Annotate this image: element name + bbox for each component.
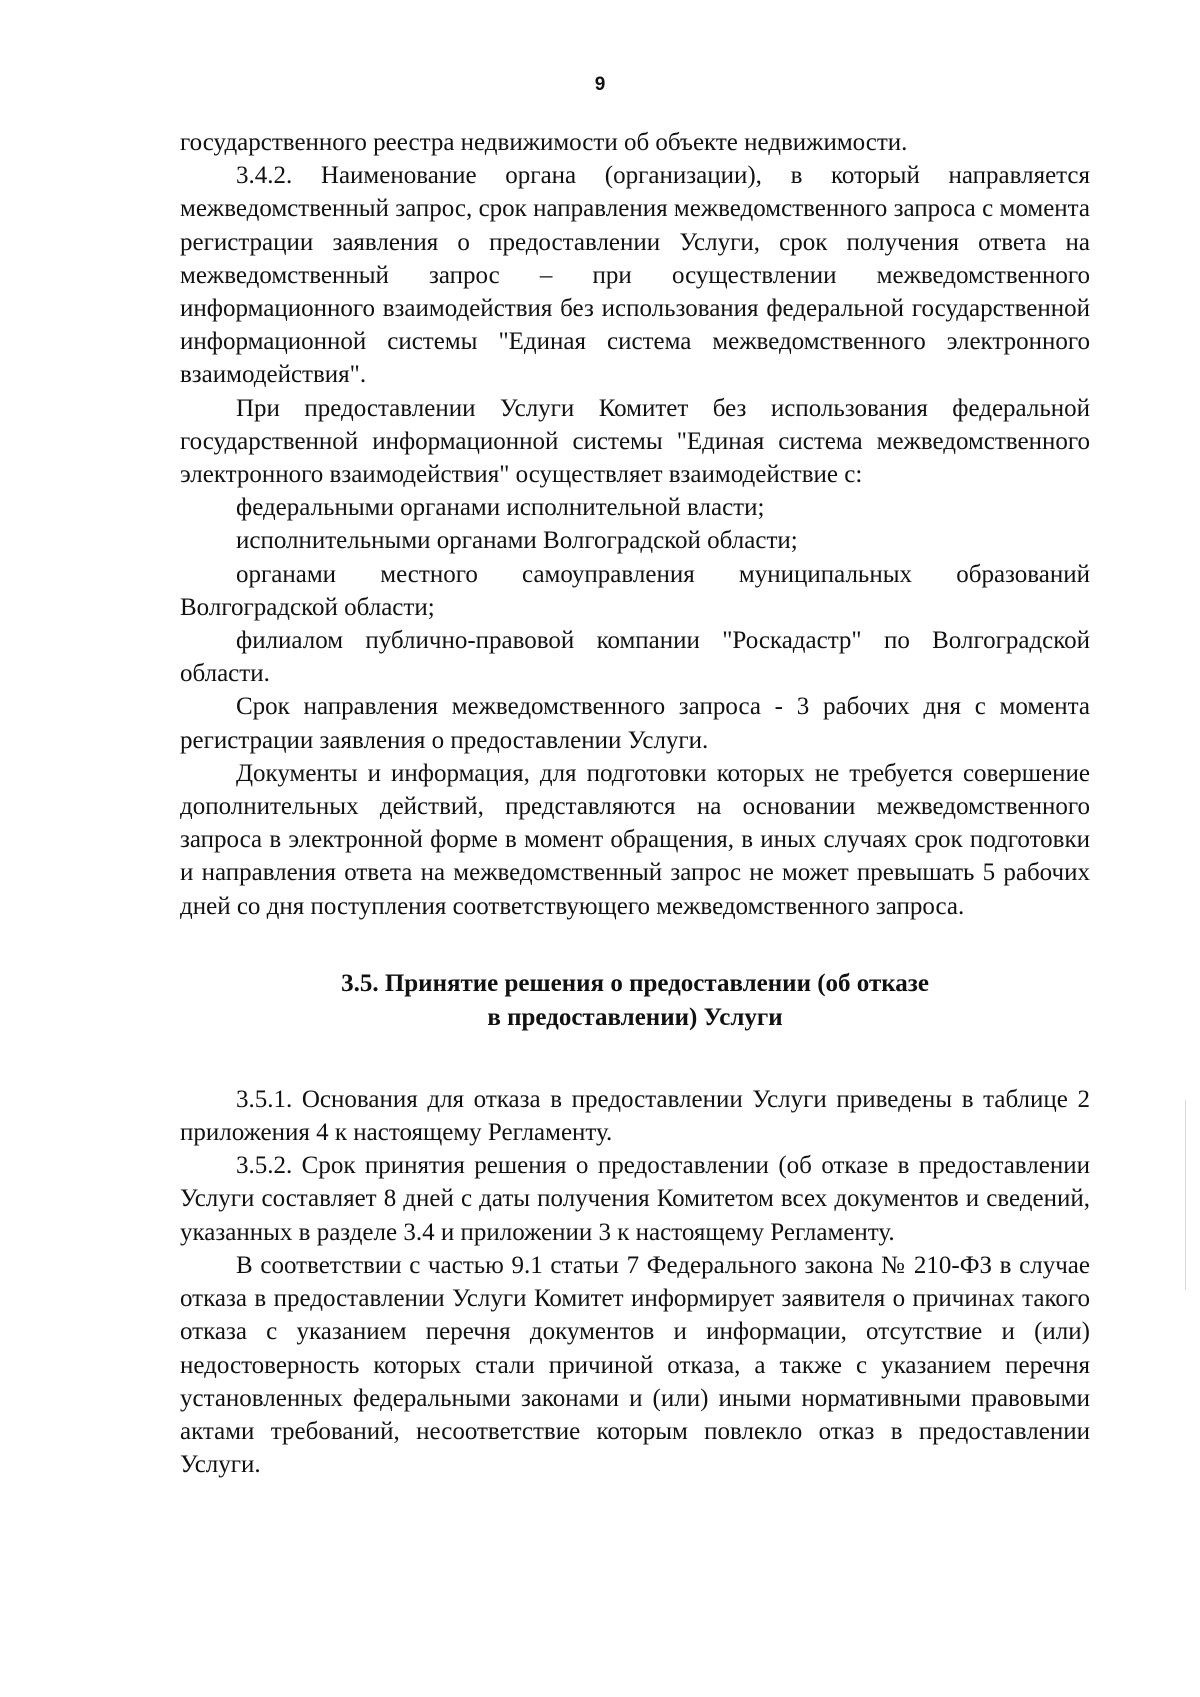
section-heading-3-5 (180, 967, 1090, 1035)
page-number: 9 (594, 74, 606, 95)
list-item-roskadastr: филиалом публично-правовой компании "Роскадастр" по Волгоградской области. (180, 627, 1090, 688)
paragraph-3-5-1: 3.5.1. Основания для отказа в предоставлении Услуги приведены в таблице 2 приложения 4 к настоящему Регламенту. (180, 1085, 1090, 1147)
paragraph-continuation: государственного реестра недвижимости об объекте недвижимости. (180, 129, 908, 156)
section-heading-line-1: 3.5. Принятие решения о предоставлении (об отказе (341, 969, 929, 997)
list-item-executive-bodies: исполнительными органами Волгоградской области; (236, 527, 798, 555)
list-item-local-government: органами местного самоуправления муниципальных образований Волгоградской области; (180, 560, 1090, 621)
paragraph-interaction-intro: При предоставлении Услуги Комитет без использования федеральной государственной информационной системы "Единая система межведомственного электронного взаимодействия" осуществляет взаимодействие с: (180, 394, 1090, 489)
paragraph-documents-info: Документы и информация, для подготовки которых не требуется совершение дополнительных действий, представляются на основании межведомственного запроса в электронной форме в момент обращения, в иных случаях срок подготовки и направления ответа на межведомственный запрос не может превышать 5 рабочих дней со дня поступления соответствующего межведомственного запроса. (180, 759, 1090, 920)
paragraph-3-4-2: 3.4.2. Наименование органа (организации), в который направляется межведомственный запрос, срок направления межведомственного запроса с момента регистрации заявления о предоставлении Услуги, срок получения ответа на межведомственный запрос – при осуществлении межведомственного информационного взаимодействия без использования федеральной государственной информационной системы "Единая система межведомственного электронного взаимодействия". (180, 162, 1090, 389)
section-heading-line-2: в предоставлении) Услуги (487, 1003, 783, 1031)
list-item-federal-bodies: федеральными органами исполнительной власти; (236, 494, 765, 522)
scan-edge-mark (1185, 1100, 1186, 1290)
document-body (180, 126, 1090, 1481)
paragraph-refusal-info: В соответствии с частью 9.1 статьи 7 Федерального закона № 210-ФЗ в случае отказа в предоставлении Услуги Комитет информирует заявителя о причинах такого отказа с указанием перечня документов и информации, отсутствие и (или) недостоверность которых стали причиной отказа, а также с указанием перечня установленных федеральными законами и (или) иными нормативными правовыми актами требований, несоответствие которым повлекло отказ в предоставлении Услуги. (180, 1251, 1090, 1479)
paragraph-3-5-2: 3.5.2. Срок принятия решения о предоставлении (об отказе в предоставлении Услуги составляет 8 дней с даты получения Комитетом всех документов и сведений, указанных в разделе 3.4 и приложении 3 к настоящему Регламенту. (180, 1152, 1090, 1246)
paragraph-request-deadline: Срок направления межведомственного запроса - 3 рабочих дня с момента регистрации заявления о предоставлении Услуги. (180, 693, 1090, 754)
